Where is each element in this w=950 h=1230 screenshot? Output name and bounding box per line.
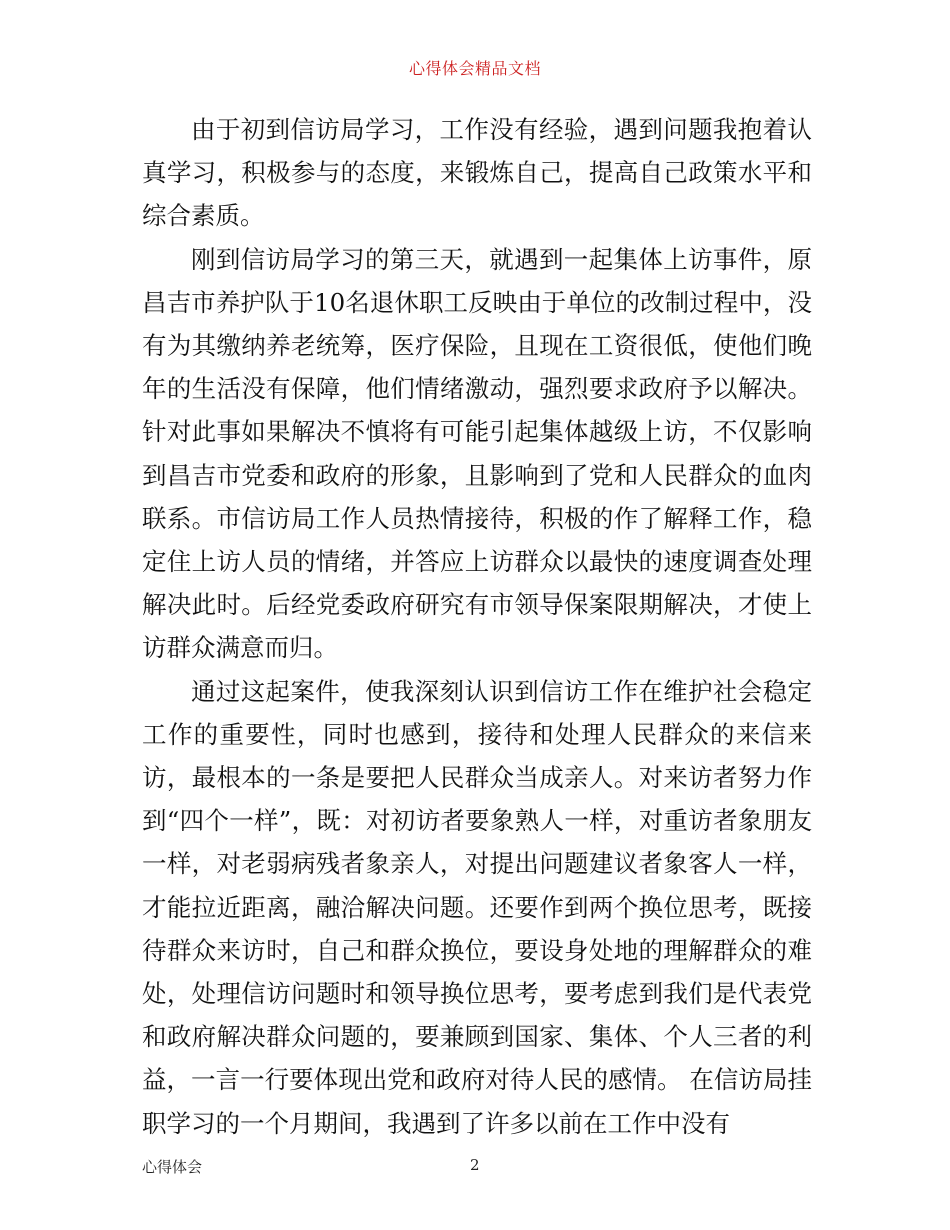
page-number: 2 [470, 1156, 480, 1174]
paragraph-1: 由于初到信访局学习，工作没有经验，遇到问题我抱着认真学习，积极参与的态度，来锻炼自己，提高自己政策水平和综合素质。 [142, 115, 812, 231]
footer-label: 心得体会 [142, 1158, 203, 1176]
paragraph-2: 刚到信访局学习的第三天，就遇到一起集体上访事件，原昌吉市养护队于10名退休职工反映由于单位的改制过程中，没有为其缴纳养老统筹，医疗保险，且现在工资很低，使他们晚年的生活没有保障，他们情绪激动，强烈要求政府予以解决。针对此事如果解决不慎将有可能引起集体越级上访，不仅影响到昌吉市党委和政府的形象，且影响到了党和人民群众的血肉联系。市信访局工作人员热情接待，积极的作了解释工作，稳定住上访人员的情绪，并答应上访群众以最快的速度调查处理解决此时。后经党委政府研究有市领导保案限期解决，才使上访群众满意而归。 [142, 244, 812, 663]
page-header-title: 心得体会精品文档 [408, 59, 541, 78]
paragraph-3: 通过这起案件，使我深刻认识到信访工作在维护社会稳定工作的重要性，同时也感到，接待和处理人民群众的来信来访，最根本的一条是要把人民群众当成亲人。对来访者努力作到“四个一样”，既：对初访者要象熟人一样，对重访者象朋友一样，对老弱病残者象亲人，对提出问题建议者象客人一样，才能拉近距离，融洽解决问题。还要作到两个换位思考，既接待群众来访时，自己和群众换位，要设身处地的理解群众的难处，处理信访问题时和领导换位思考，要考虑到我们是代表党和政府解决群众问题的，要兼顾到国家、集体、个人三者的利益，一言一行要体现出党和政府对待人民的感情。 在信访局挂职学习的一个月期间，我遇到了许多以前在工作中没有 [142, 676, 812, 1138]
document-body [142, 108, 812, 1145]
